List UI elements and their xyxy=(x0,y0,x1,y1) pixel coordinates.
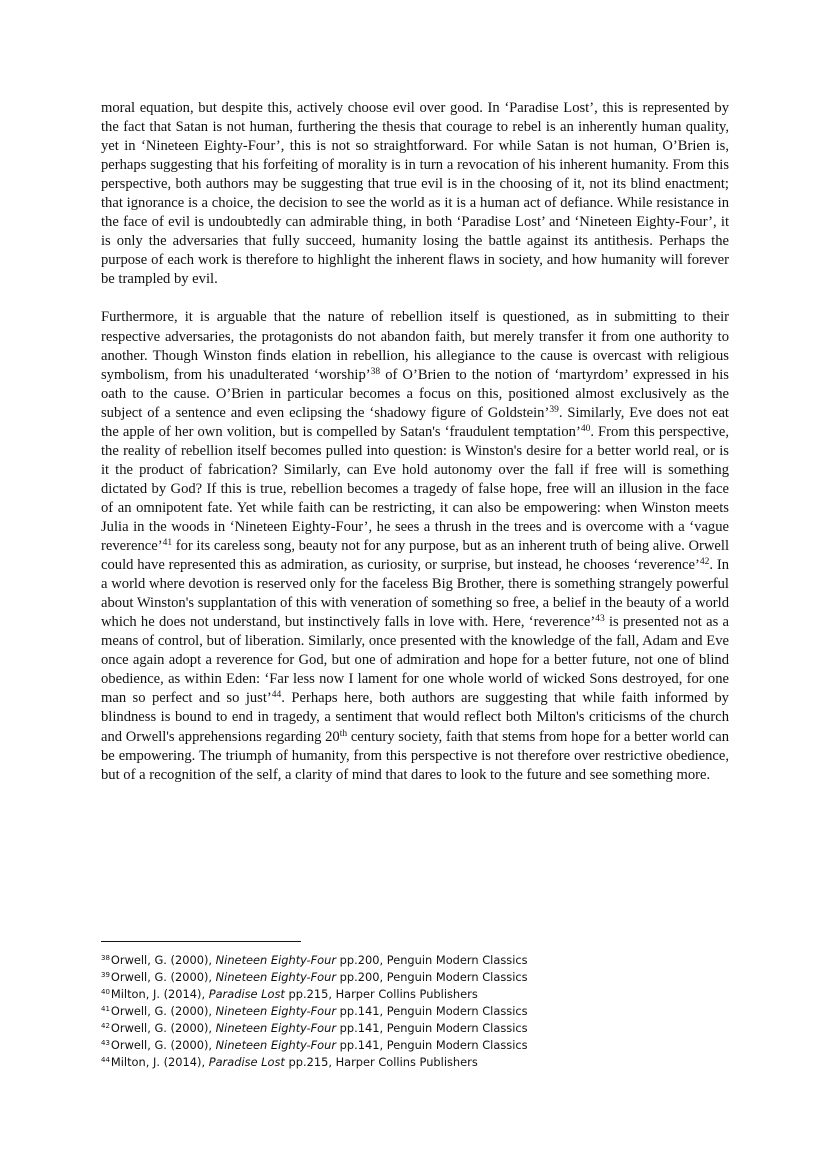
text-run: . Similarly, Eve does not eat the apple of her own volition, but is compelled by Satan's ‘fraudulent temptation’ xyxy=(101,404,729,440)
footnote-number: 42 xyxy=(101,1022,110,1030)
footnote xyxy=(101,1054,701,1071)
footnote-number: 38 xyxy=(101,954,110,962)
footnote-title: Paradise Lost xyxy=(208,1055,285,1069)
footnote-title: Nineteen Eighty-Four xyxy=(215,953,337,967)
footnote-author: Orwell, G. (2000), xyxy=(110,1021,216,1035)
footnote-author: Orwell, G. (2000), xyxy=(110,1004,216,1018)
footnote-author: Orwell, G. (2000), xyxy=(110,1038,216,1052)
footnote-reference: 43 xyxy=(595,614,605,625)
text-run: moral equation, but despite this, actively choose evil over good. In ‘Paradise Lost’, this is represented by the fact that Satan is not human, furthering the thesis that courage to rebel is an inherently human quality, yet in ‘Nineteen Eighty-Four’, this is not so straightforward. For while Satan is not human, O’Brien is, perhaps suggesting that his forfeiting of morality is in turn a revocation of his inherent humanity. From this perspective, both authors may be suggesting that true evil is in the choosing of it, not its blind enactment; that ignorance is a choice, the decision to see the world as it is a human act of defiance. While resistance in the face of evil is undoubtedly can admirable thing, in both ‘Paradise Lost’ and ‘Nineteen Eighty-Four’, it is only the adversaries that fully succeed, humanity losing the battle against its antithesis. Perhaps the purpose of each work is therefore to highlight the inherent flaws in society, and how humanity will forever be trampled by evil. xyxy=(101,100,729,288)
footnote-title: Nineteen Eighty-Four xyxy=(215,1004,337,1018)
footnote xyxy=(101,969,701,986)
footnote-reference: 39 xyxy=(549,404,559,415)
paragraph xyxy=(101,308,729,784)
footnote-reference: th xyxy=(339,728,348,739)
footnote-author: Orwell, G. (2000), xyxy=(110,970,216,984)
footnote-title: Nineteen Eighty-Four xyxy=(215,1021,337,1035)
text-run: is presented not as a means of control, but of liberation. Similarly, once presented with the knowledge of the fall, Adam and Eve once again adopt a reverence for God, but one of admiration and hope for a better future, not one of blind obedience, as within Eden: ‘Far less now I lament for one whole world of wicked Sons destroyed, for one man so perfect and so just’ xyxy=(101,614,729,707)
text-run: . In a world where devotion is reserved only for the faceless Big Brother, there is something strangely powerful about Winston's supplantation of this with veneration of something so free, a belief in the beauty of a world which he does not understand, but instinctively falls in love with. Here, ‘reverence’ xyxy=(101,557,729,631)
footnote-reference: 38 xyxy=(370,366,381,377)
footnote-title: Paradise Lost xyxy=(208,987,285,1001)
footnote-details: pp.200, Penguin Modern Classics xyxy=(336,970,528,984)
text-run: century society, faith that stems from hope for a better world can be empowering. The triumph of humanity, from this perspective is not therefore over restrictive obedience, but of a recognition of the self, a clarity of mind that dares to look to the future and see something more. xyxy=(101,728,730,783)
text-run: . From this perspective, the reality of rebellion itself becomes pulled into question: is Winston's desire for a better world real, or is it the product of fabrication? Similarly, can Eve hold autonomy over the fall if free will is something dictated by God? If this is true, rebellion becomes a tragedy of false hope, free will an illusion in the face of an omnipotent fate. Yet while faith can be restricting, it can also be empowering: when Winston meets Julia in the woods in ‘Nineteen Eighty-Four’, he sees a thrush in the trees and is overcome with a ‘vague reverence’ xyxy=(101,423,729,555)
footnote-details: pp.141, Penguin Modern Classics xyxy=(336,1004,528,1018)
footnote-reference: 41 xyxy=(162,538,173,549)
footnote-reference: 44 xyxy=(271,690,282,701)
footnotes xyxy=(101,952,701,1071)
footnote xyxy=(101,1037,701,1054)
footnote-details: pp.141, Penguin Modern Classics xyxy=(336,1021,528,1035)
footnote-details: pp.141, Penguin Modern Classics xyxy=(336,1038,528,1052)
footnote-author: Orwell, G. (2000), xyxy=(110,953,216,967)
footnote-details: pp.215, Harper Collins Publishers xyxy=(284,1055,478,1069)
footnote-number: 44 xyxy=(101,1056,110,1064)
paragraph xyxy=(101,99,729,289)
footnote-reference: 42 xyxy=(699,557,710,568)
text-run: for its careless song, beauty not for any purpose, but as an inherent truth of being alive. Orwell could have represented this as admiration, as curiosity, or surprise, but instead, he chooses ‘reverence’ xyxy=(101,538,729,574)
footnote-title: Nineteen Eighty-Four xyxy=(215,1038,337,1052)
text-run: of O’Brien to the notion of ‘martyrdom’ expressed in his oath to the cause. O’Brien in particular becomes a focus on this, positioned almost exclusively as the subject of a sentence and even eclipsing the ‘shadowy figure of Goldstein’ xyxy=(101,366,729,421)
footnote-number: 41 xyxy=(101,1005,110,1013)
footnote-number: 39 xyxy=(101,971,110,979)
footnote-number: 40 xyxy=(101,988,110,996)
footnote-author: Milton, J. (2014), xyxy=(110,1055,209,1069)
footnote-separator xyxy=(101,941,301,942)
footnote xyxy=(101,1003,701,1020)
footnote-author: Milton, J. (2014), xyxy=(110,987,209,1001)
footnote-number: 43 xyxy=(101,1039,110,1047)
footnote xyxy=(101,986,701,1003)
footnote-details: pp.215, Harper Collins Publishers xyxy=(284,987,478,1001)
footnote xyxy=(101,952,701,969)
footnote-title: Nineteen Eighty-Four xyxy=(215,970,337,984)
text-run: . Perhaps here, both authors are suggesting that while faith informed by blindness is bound to end in tragedy, a sentiment that would reflect both Milton's criticisms of the church and Orwell's apprehensions regarding 20 xyxy=(101,690,729,745)
footnote-reference: 40 xyxy=(580,423,591,434)
footnote xyxy=(101,1020,701,1037)
body-text xyxy=(101,99,729,785)
text-run: Furthermore, it is arguable that the nature of rebellion itself is questioned, as in submitting to their respective adversaries, the protagonists do not abandon faith, but merely transfer it from one authority to another. Though Winston finds elation in rebellion, his allegiance to the cause is overcast with religious symbolism, from his unadulterated ‘worship’ xyxy=(101,309,729,383)
footnote-details: pp.200, Penguin Modern Classics xyxy=(336,953,528,967)
